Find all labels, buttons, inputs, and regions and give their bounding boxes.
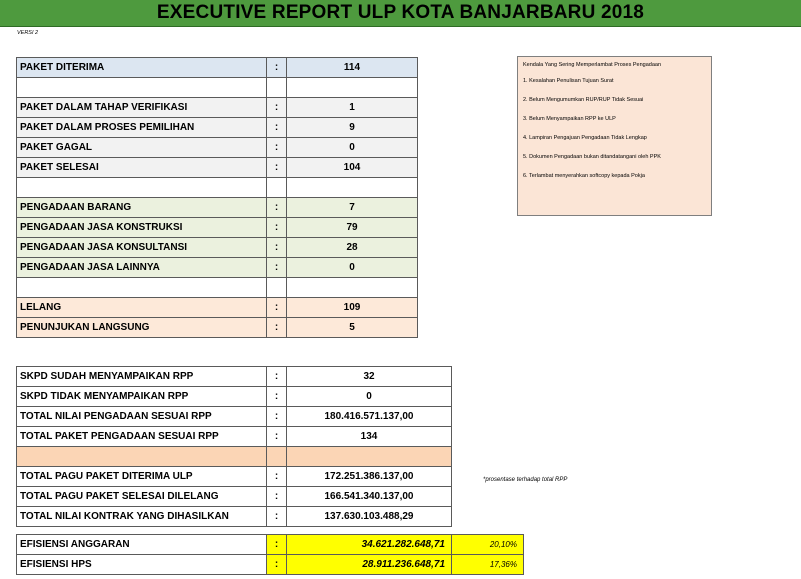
row-label: PAKET GAGAL (17, 138, 267, 158)
row-value: 0 (287, 138, 418, 158)
row-label: PAKET DALAM PROSES PEMILIHAN (17, 118, 267, 138)
row-value: 28.911.236.648,71 (287, 555, 452, 575)
row-label: PENGADAAN BARANG (17, 198, 267, 218)
row-label: PAKET DALAM TAHAP VERIFIKASI (17, 98, 267, 118)
row-value: 1 (287, 98, 418, 118)
table-row (17, 118, 418, 138)
summary-table (16, 57, 418, 338)
row-value: 79 (287, 218, 418, 238)
separator: : (267, 535, 287, 555)
row-value: 166.541.340.137,00 (287, 487, 452, 507)
row-label: TOTAL PAKET PENGADAAN SESUAI RPP (17, 427, 267, 447)
separator: : (267, 158, 287, 178)
row-value: 9 (287, 118, 418, 138)
separator: : (267, 138, 287, 158)
separator: : (267, 487, 287, 507)
row-value: 137.630.103.488,29 (287, 507, 452, 527)
table-row (17, 367, 452, 387)
separator: : (267, 367, 287, 387)
separator: : (267, 58, 287, 78)
table-row (17, 507, 452, 527)
row-value: 28 (287, 238, 418, 258)
separator: : (267, 258, 287, 278)
row-label: TOTAL NILAI KONTRAK YANG DIHASILKAN (17, 507, 267, 527)
row-label: SKPD SUDAH MENYAMPAIKAN RPP (17, 367, 267, 387)
row-value: 172.251.386.137,00 (287, 467, 452, 487)
table-row (17, 487, 452, 507)
table-row (17, 158, 418, 178)
report-title: EXECUTIVE REPORT ULP KOTA BANJARBARU 2018 (0, 0, 801, 27)
separator: : (267, 407, 287, 427)
separator: : (267, 118, 287, 138)
kendala-item: 5. Dokumen Pengadaan bukan ditandatangani oleh PPK (523, 154, 661, 160)
separator: : (267, 387, 287, 407)
efisiensi-table (16, 534, 524, 575)
row-label: EFISIENSI HPS (17, 555, 267, 575)
separator: : (267, 98, 287, 118)
table-row-empty (17, 178, 418, 198)
row-value: 109 (287, 298, 418, 318)
row-label: PAKET SELESAI (17, 158, 267, 178)
kendala-item: 4. Lampiran Pengajuan Pengadaan Tidak Lengkap (523, 135, 647, 141)
row-label: PENGADAAN JASA KONSTRUKSI (17, 218, 267, 238)
kendala-item: 6. Terlambat menyerahkan softcopy kepada Pokja (523, 173, 645, 179)
table-row-empty (17, 278, 418, 298)
separator: : (267, 467, 287, 487)
table-row (17, 218, 418, 238)
row-value: 180.416.571.137,00 (287, 407, 452, 427)
row-label: LELANG (17, 298, 267, 318)
table-row (17, 407, 452, 427)
table-row-empty (17, 78, 418, 98)
row-label: TOTAL PAGU PAKET SELESAI DILELANG (17, 487, 267, 507)
table-row (17, 98, 418, 118)
rpp-table (16, 366, 452, 527)
table-row (17, 318, 418, 338)
row-label: SKPD TIDAK MENYAMPAIKAN RPP (17, 387, 267, 407)
separator: : (267, 218, 287, 238)
separator: : (267, 298, 287, 318)
table-row (17, 238, 418, 258)
row-label: EFISIENSI ANGGARAN (17, 535, 267, 555)
table-row (17, 555, 524, 575)
kendala-heading: Kendala Yang Sering Memperlambat Proses Pengadaan (523, 62, 661, 68)
separator: : (267, 238, 287, 258)
table-row (17, 387, 452, 407)
separator: : (267, 318, 287, 338)
separator: : (267, 555, 287, 575)
row-label: PENGADAAN JASA LAINNYA (17, 258, 267, 278)
separator: : (267, 507, 287, 527)
row-label: TOTAL NILAI PENGADAAN SESUAI RPP (17, 407, 267, 427)
separator: : (267, 427, 287, 447)
row-value: 0 (287, 387, 452, 407)
table-row (17, 467, 452, 487)
table-row (17, 298, 418, 318)
row-value: 114 (287, 58, 418, 78)
table-row (17, 535, 524, 555)
version-label: VERSI 2 (17, 30, 39, 36)
row-value: 7 (287, 198, 418, 218)
percentage-note: *prosentase terhadap total RPP (483, 477, 568, 483)
row-percent: 17,36% (452, 555, 524, 575)
row-label: PENGADAAN JASA KONSULTANSI (17, 238, 267, 258)
row-value: 32 (287, 367, 452, 387)
kendala-box (517, 56, 712, 216)
row-label: PENUNJUKAN LANGSUNG (17, 318, 267, 338)
kendala-item: 1. Kesalahan Penulisan Tujuan Surat (523, 78, 614, 84)
row-percent: 20,10% (452, 535, 524, 555)
kendala-item: 2. Belum Mengumumkan RUP/RUP Tidak Sesuai (523, 97, 644, 103)
row-value: 5 (287, 318, 418, 338)
row-value: 104 (287, 158, 418, 178)
table-row (17, 427, 452, 447)
table-row (17, 138, 418, 158)
table-row-empty (17, 447, 452, 467)
table-row (17, 58, 418, 78)
kendala-item: 3. Belum Menyampaikan RPP ke ULP (523, 116, 616, 122)
row-value: 0 (287, 258, 418, 278)
separator: : (267, 198, 287, 218)
table-row (17, 198, 418, 218)
row-label: TOTAL PAGU PAKET DITERIMA ULP (17, 467, 267, 487)
row-value: 134 (287, 427, 452, 447)
row-label: PAKET DITERIMA (17, 58, 267, 78)
table-row (17, 258, 418, 278)
row-value: 34.621.282.648,71 (287, 535, 452, 555)
